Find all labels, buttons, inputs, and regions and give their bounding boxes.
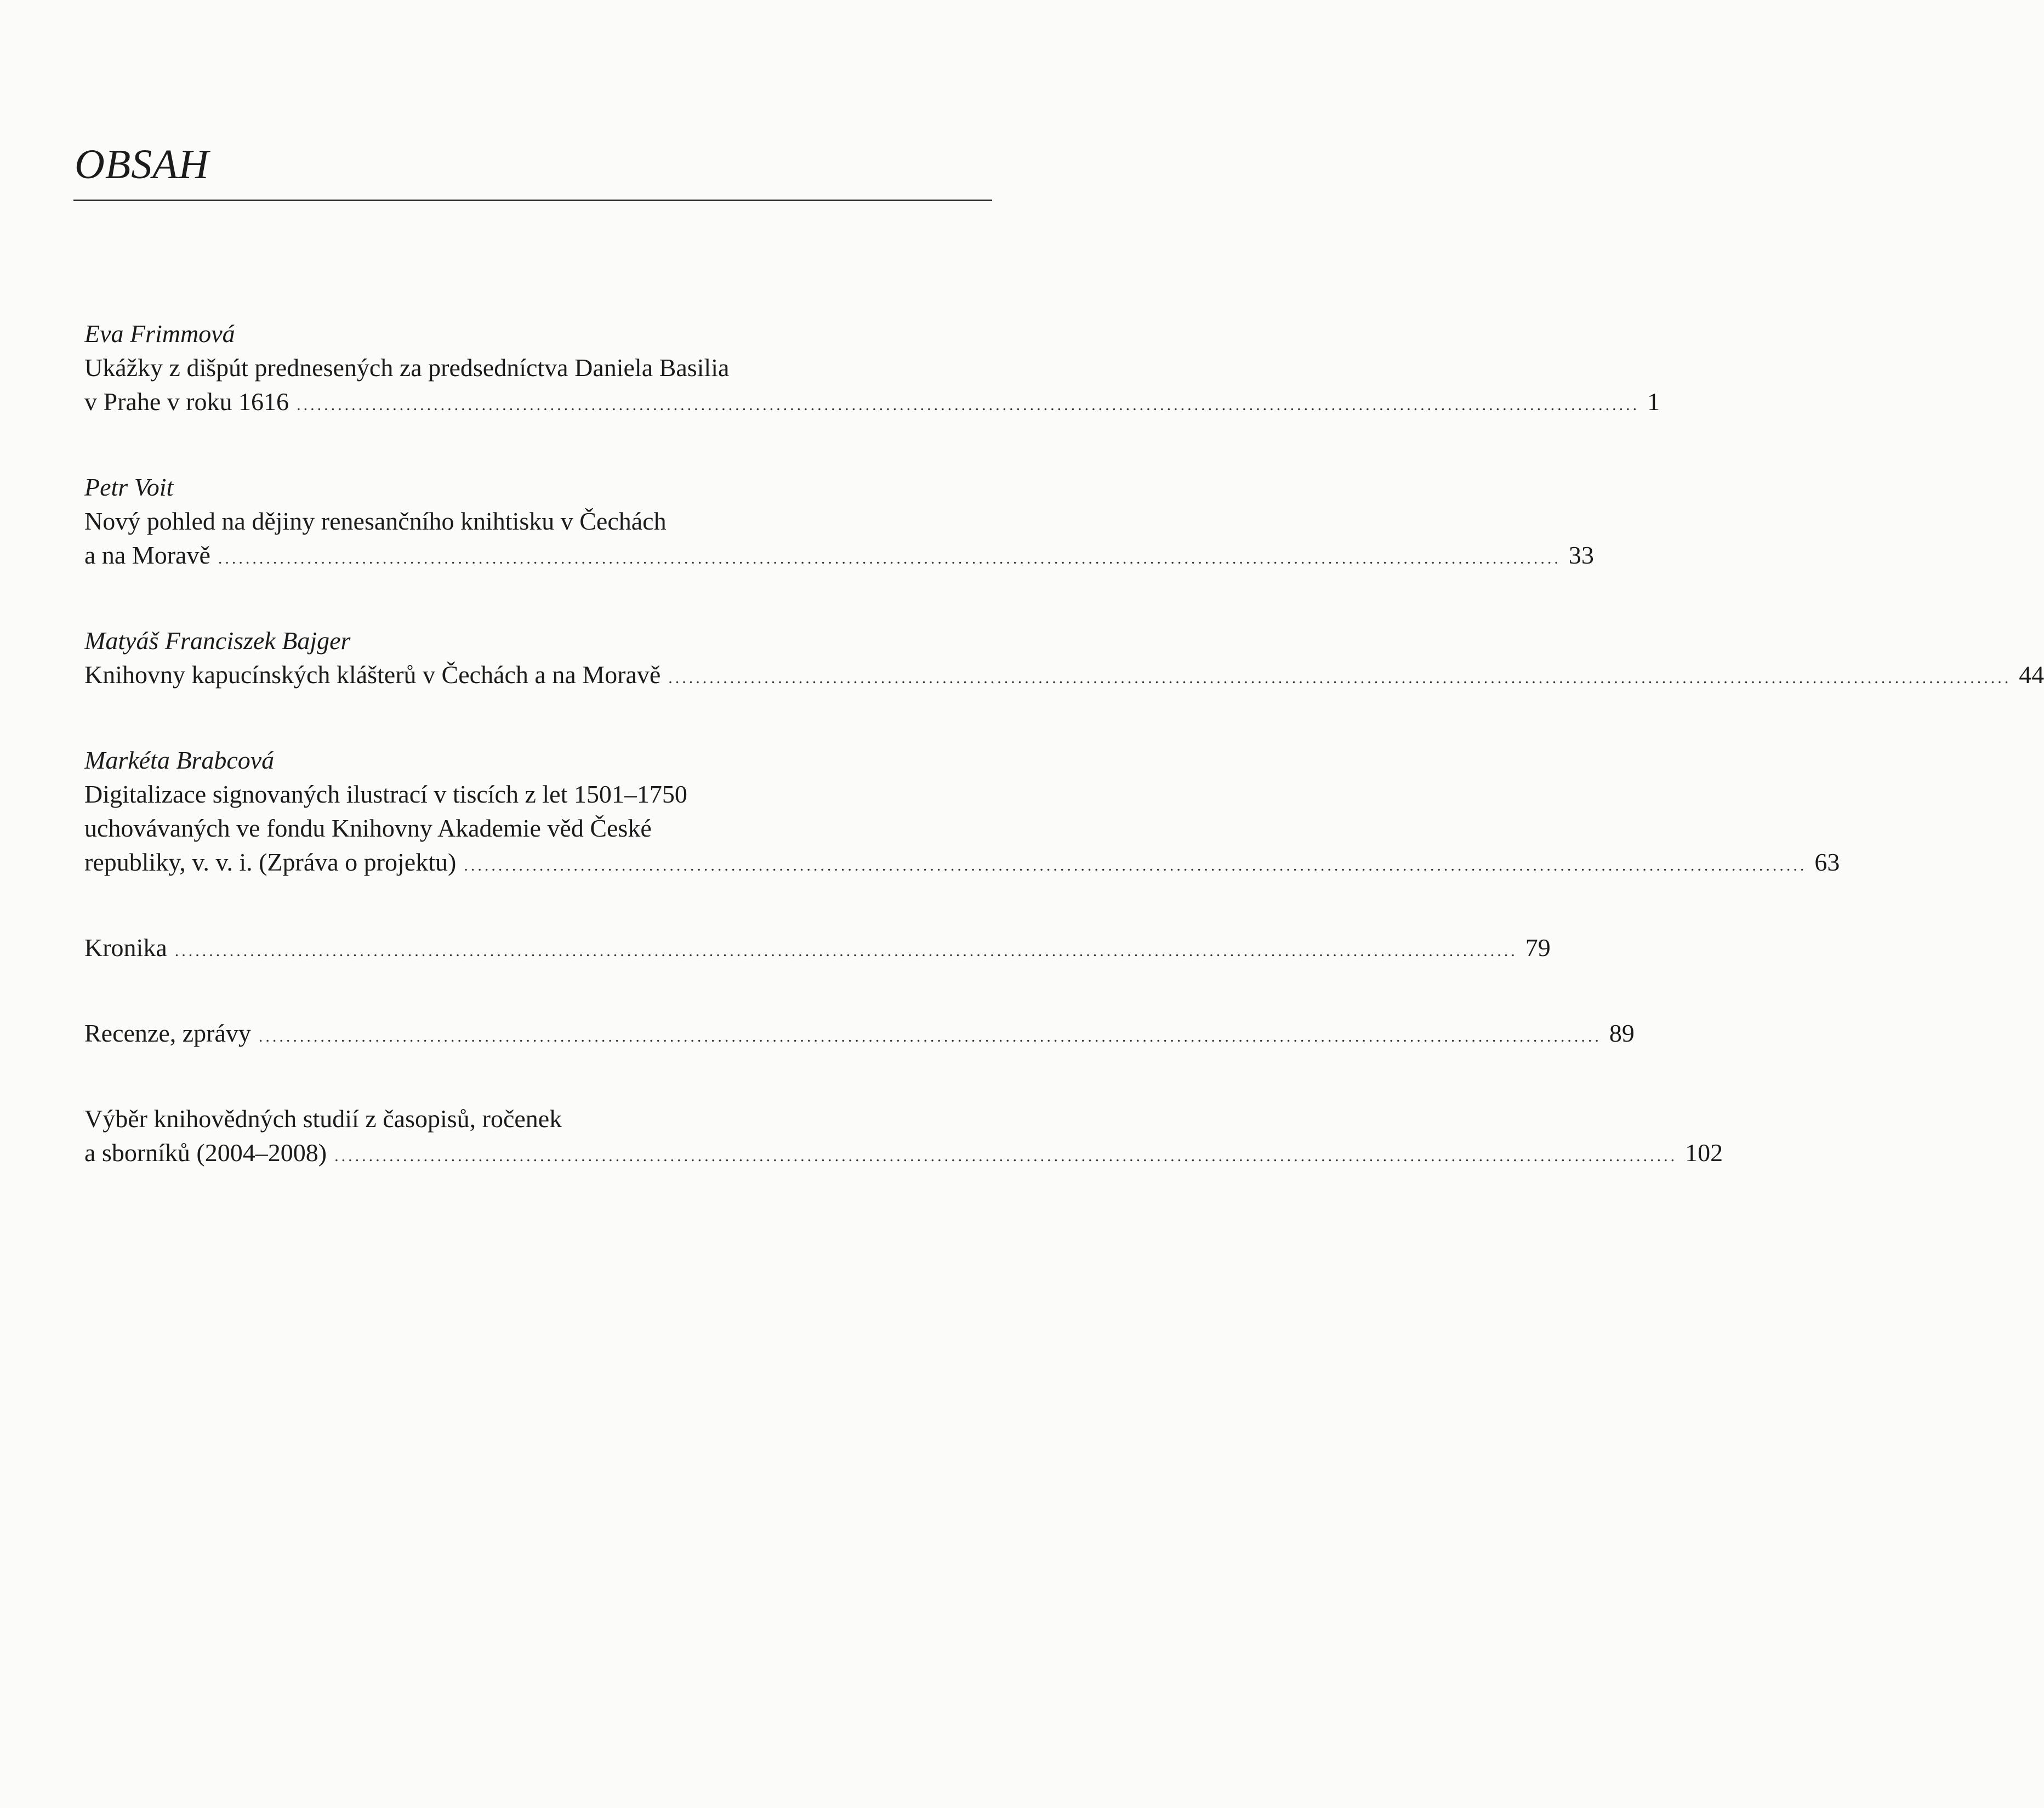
entry-page-number: 33 xyxy=(1568,541,1594,569)
entry-last-line xyxy=(84,931,1551,965)
entry-title-line: Digitalizace signovaných ilustrací v tiscích z let 1501–1750 xyxy=(84,780,687,808)
entry-page-number: 89 xyxy=(1609,1019,1635,1047)
entry-last-line xyxy=(84,1136,1723,1170)
toc-entry[interactable] xyxy=(84,931,1551,965)
dot-leader: .................................................................................................................................................................................................... xyxy=(174,942,1518,960)
entry-last-line xyxy=(84,538,1594,572)
entry-last-line xyxy=(84,845,1840,879)
toc-entry[interactable] xyxy=(84,1016,1635,1050)
entry-title-line: Knihovny kapucínských klášterů v Čechách a na Moravě xyxy=(84,661,661,689)
entry-title-line: Nový pohled na dějiny renesančního knihtisku v Čechách xyxy=(84,507,667,535)
toc-entry[interactable] xyxy=(84,624,2044,692)
entry-title-line: Výběr knihovědných studií z časopisů, ročenek xyxy=(84,1105,562,1133)
entry-page-number: 79 xyxy=(1525,934,1551,962)
entry-author: Markéta Brabcová xyxy=(84,746,275,774)
table-of-contents xyxy=(84,317,2044,1170)
dot-leader: .................................................................................................................................................................................................... xyxy=(258,1027,1602,1045)
entry-author: Matyáš Franciszek Bajger xyxy=(84,627,351,655)
entry-title-line: uchovávaných ve fondu Knihovny Akademie věd České xyxy=(84,814,652,842)
entry-page-number: 1 xyxy=(1647,388,1660,416)
entry-last-line xyxy=(84,658,2044,692)
toc-entry[interactable] xyxy=(84,743,1840,879)
entry-title-line: Ukážky z dišpút prednesených za predsedníctva Daniela Basilia xyxy=(84,354,730,382)
dot-leader: .................................................................................................................................................................................................... xyxy=(297,396,1640,414)
entry-title-line: Kronika xyxy=(84,934,167,962)
dot-leader: .................................................................................................................................................................................................... xyxy=(218,549,1561,567)
entry-page-number: 102 xyxy=(1685,1139,1723,1167)
toc-entry[interactable] xyxy=(84,317,1660,419)
entry-last-line xyxy=(84,1016,1635,1050)
entry-title-line: republiky, v. v. i. (Zpráva o projektu) xyxy=(84,848,457,876)
entry-title-line: v Prahe v roku 1616 xyxy=(84,388,289,416)
entry-page-number: 63 xyxy=(1814,848,1840,876)
dot-leader: .................................................................................................................................................................................................... xyxy=(668,669,2012,687)
entry-title-line: a sborníků (2004–2008) xyxy=(84,1139,327,1167)
entry-title-line: Recenze, zprávy xyxy=(84,1019,251,1047)
page-title: OBSAH xyxy=(75,141,209,187)
entry-last-line xyxy=(84,385,1660,419)
toc-entry[interactable] xyxy=(84,1102,1723,1170)
title-rule xyxy=(73,200,992,201)
entry-author: Petr Voit xyxy=(84,473,174,501)
dot-leader: .................................................................................................................................................................................................... xyxy=(464,856,1807,874)
entry-author: Eva Frimmová xyxy=(84,320,235,348)
toc-entry[interactable] xyxy=(84,470,1594,572)
entry-page-number: 44 xyxy=(2019,661,2044,689)
dot-leader: .................................................................................................................................................................................................... xyxy=(334,1147,1678,1165)
entry-title-line: a na Moravě xyxy=(84,541,210,569)
